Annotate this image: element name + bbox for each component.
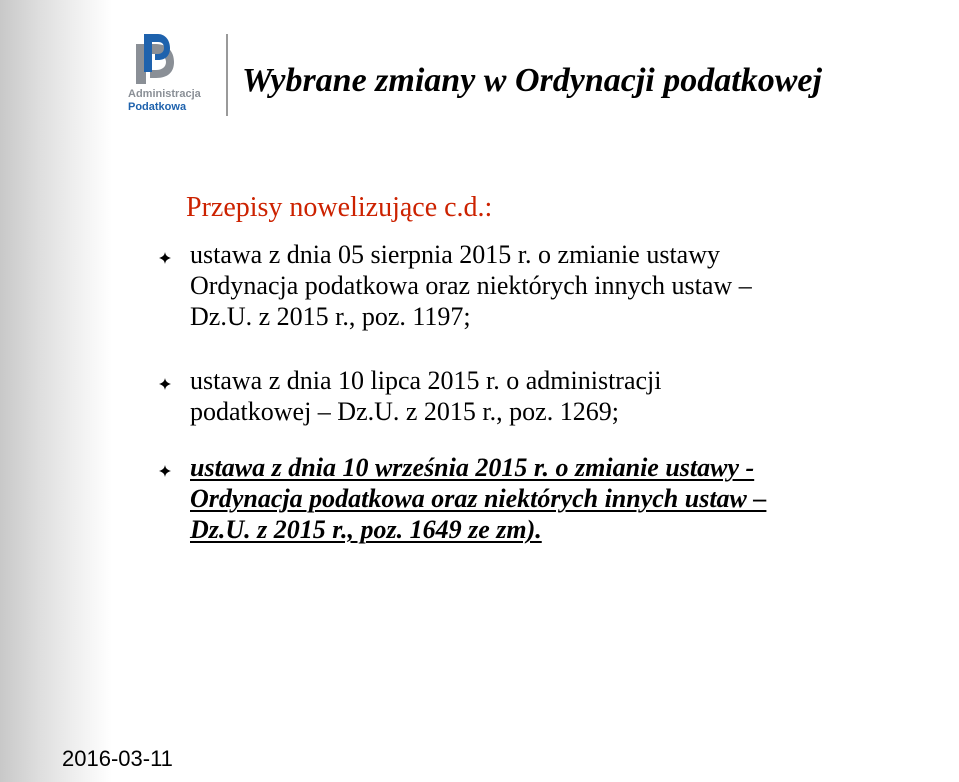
list-item-line: ustawa z dnia 05 sierpnia 2015 r. o zmianie ustawy <box>190 240 720 269</box>
logo-text-administracja: Administracja <box>128 88 201 100</box>
list-item-line: podatkowej – Dz.U. z 2015 r., poz. 1269; <box>190 397 619 426</box>
list-item-highlighted <box>190 452 955 545</box>
header-divider <box>226 34 228 116</box>
list-item-line: Ordynacja podatkowa oraz niektórych innych ustaw – <box>190 271 752 300</box>
list-item <box>190 239 955 332</box>
diamond-bullet-icon <box>158 251 172 265</box>
slide-title: Wybrane zmiany w Ordynacji podatkowej <box>242 62 822 99</box>
list-item <box>190 365 955 427</box>
logo-text-podatkowa: Podatkowa <box>128 101 187 113</box>
diamond-bullet-icon <box>158 464 172 478</box>
administracja-podatkowa-logo <box>128 32 228 118</box>
list-item-line: ustawa z dnia 10 września 2015 r. o zmianie ustawy - <box>190 453 755 482</box>
footer-date: 2016-03-11 <box>62 746 173 771</box>
list-item-line: Dz.U. z 2015 r., poz. 1197; <box>190 302 471 331</box>
left-gradient-bar <box>0 0 112 782</box>
list-item-line: ustawa z dnia 10 lipca 2015 r. o administracji <box>190 366 662 395</box>
logo-emblem-icon <box>130 32 174 86</box>
list-item-line: Dz.U. z 2015 r., poz. 1649 ze zm). <box>190 515 542 544</box>
diamond-bullet-icon <box>158 377 172 391</box>
section-subtitle: Przepisy nowelizujące c.d.: <box>186 192 493 223</box>
list-item-line: Ordynacja podatkowa oraz niektórych innych ustaw – <box>190 484 767 513</box>
